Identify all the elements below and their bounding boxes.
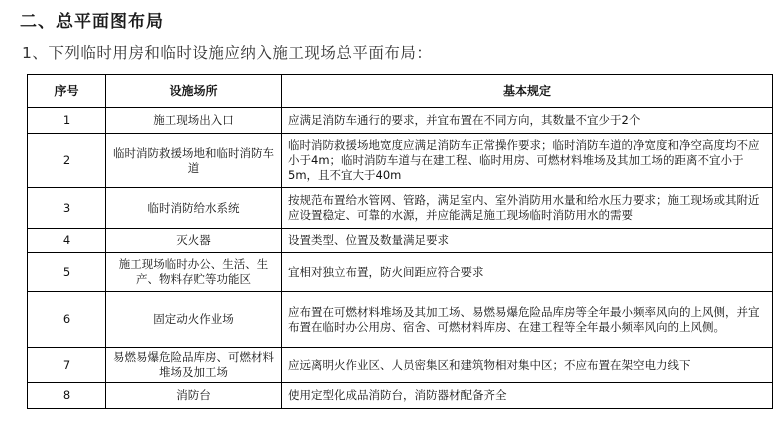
table-row <box>28 253 773 292</box>
table-row <box>28 108 773 134</box>
row-facility: 临时消防给水系统 <box>106 188 282 229</box>
row-rule: 应布置在可燃材料堆场及其加工场、易燃易爆危险品库房等全年最小频率风向的上风侧，并宜布置在临时办公用房、宿舍、可燃材料库房、在建工程等全年最小频率风向的上风侧。 <box>282 292 773 348</box>
row-rule: 设置类型、位置及数量满足要求 <box>282 229 773 253</box>
table-row <box>28 348 773 383</box>
facility-table <box>27 74 773 409</box>
row-no: 3 <box>28 188 106 229</box>
row-rule: 应远离明火作业区、人员密集区和建筑物相对集中区；不应布置在架空电力线下 <box>282 348 773 383</box>
row-facility: 消防台 <box>106 383 282 409</box>
table-row <box>28 383 773 409</box>
row-no: 1 <box>28 108 106 134</box>
row-facility: 施工现场临时办公、生活、生产、物料存贮等功能区 <box>106 253 282 292</box>
subsection-heading: 1、下列临时用房和临时设施应纳入施工现场总平面布局： <box>22 44 433 62</box>
row-no: 5 <box>28 253 106 292</box>
table-row <box>28 188 773 229</box>
row-no: 8 <box>28 383 106 409</box>
row-rule: 宜相对独立布置，防火间距应符合要求 <box>282 253 773 292</box>
section-heading: 二、总平面图布局 <box>20 12 164 32</box>
row-facility: 施工现场出入口 <box>106 108 282 134</box>
header-facility: 设施场所 <box>106 75 282 108</box>
table-row <box>28 134 773 188</box>
row-rule: 应满足消防车通行的要求，并宜布置在不同方向，其数量不宜少于2个 <box>282 108 773 134</box>
row-facility: 易燃易爆危险品库房、可燃材料堆场及加工场 <box>106 348 282 383</box>
row-rule: 按规范布置给水管网、管路，满足室内、室外消防用水量和给水压力要求；施工现场或其附近应设置稳定、可靠的水源，并应能满足施工现场临时消防用水的需要 <box>282 188 773 229</box>
row-no: 6 <box>28 292 106 348</box>
header-rule: 基本规定 <box>282 75 773 108</box>
row-facility: 临时消防救援场地和临时消防车道 <box>106 134 282 188</box>
table-header-row <box>28 75 773 108</box>
row-no: 4 <box>28 229 106 253</box>
header-no: 序号 <box>28 75 106 108</box>
row-facility: 灭火器 <box>106 229 282 253</box>
table-row <box>28 229 773 253</box>
row-rule: 临时消防救援场地宽度应满足消防车正常操作要求；临时消防车道的净宽度和净空高度均不应小于4m；临时消防车道与在建工程、临时用房、可燃材料堆场及其加工场的距离不宜小于5m，且不宜大于40m <box>282 134 773 188</box>
row-facility: 固定动火作业场 <box>106 292 282 348</box>
row-rule: 使用定型化成品消防台，消防器材配备齐全 <box>282 383 773 409</box>
table-row <box>28 292 773 348</box>
row-no: 7 <box>28 348 106 383</box>
row-no: 2 <box>28 134 106 188</box>
